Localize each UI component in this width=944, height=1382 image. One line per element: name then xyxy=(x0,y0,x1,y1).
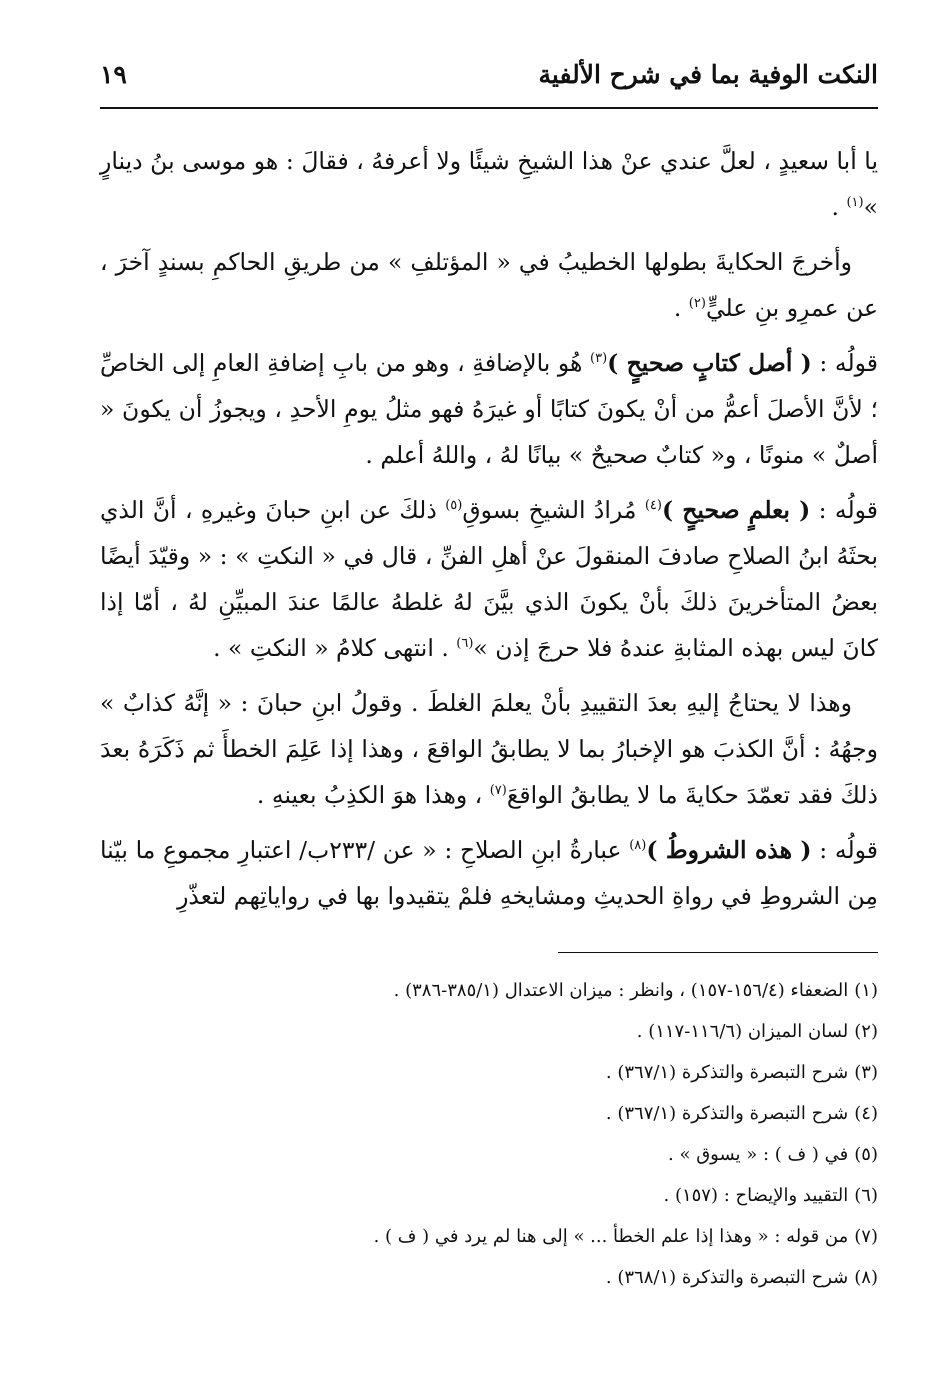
page-header xyxy=(100,58,878,104)
footnote-1 xyxy=(100,970,878,1011)
footnote-2 xyxy=(100,1011,878,1052)
footnote-number: (٥) xyxy=(854,1144,878,1165)
paragraph-2-tail: . xyxy=(673,294,689,322)
footnote-text: التقييد والإيضاح : (١٥٧) . xyxy=(663,1185,849,1206)
footnote-number: (٢) xyxy=(854,1021,878,1042)
paragraph-4-text-3: . انتهى كلامُ « النكتِ » . xyxy=(213,634,457,662)
footnote-text: الضعفاء (١٥٦/٤-١٥٧) ، وانظر : ميزان الاعتدال (٣٨٥/١-٣٨٦) . xyxy=(393,980,849,1001)
footnote-4 xyxy=(100,1093,878,1134)
footnotes-list xyxy=(100,970,878,1298)
footnote-number: (٧) xyxy=(854,1226,878,1247)
header-divider xyxy=(100,107,878,109)
paragraph-6-text: عبارةُ ابنِ الصلاحِ : « عن /٢٣٣ب/ اعتبارِ مجموعِ ما بيّنا مِن الشروطِ في رواةِ الحديثِ ومشايخهِ فلمْ يتقيدوا بها في رواياتِهم لتعذّرِ xyxy=(100,836,878,910)
footnote-number: (٦) xyxy=(854,1185,878,1206)
footnote-text: في ( ف ) : « يسوق » . xyxy=(668,1144,849,1165)
page-number: ١٩ xyxy=(100,60,127,89)
footnote-8 xyxy=(100,1257,878,1298)
footnote-text: لسان الميزان (١١٦/٦-١١٧) . xyxy=(636,1021,849,1042)
footnote-number: (٨) xyxy=(854,1267,878,1288)
paragraph-5-text-2: ، وهذا هوَ الكذِبُ بعينهِ . xyxy=(256,781,490,809)
running-title: النكت الوفية بما في شرح الألفية xyxy=(538,60,878,89)
paragraph-2-text: وأخرجَ الحكايةَ بطولها الخطيبُ في « المؤتلفِ » من طريقِ الحاكمِ بسندٍ آخرَ ، عن عمرِو بنِ عليٍّ xyxy=(100,248,878,322)
main-text xyxy=(100,138,878,928)
paragraph-1-text: يا أبا سعيدٍ ، لعلَّ عندي عنْ هذا الشيخِ شيئًا ولا أعرفهُ ، فقالَ : هو موسى بنُ دينارٍ » xyxy=(100,147,878,221)
paragraph-2 xyxy=(100,239,878,331)
paragraph-4-text-1: مُرادُ الشيخِ بسوقِ xyxy=(462,496,645,524)
paragraph-3-quote: ( أصل كتابٍ صحيحٍ ) xyxy=(607,349,812,377)
paragraph-5-text-1: وهذا لا يحتاجُ إليهِ بعدَ التقييدِ بأنْ يعلمَ الغلطَ . وقولُ ابنِ حبانَ : « إنَّهُ كذابٌ » وجهُهُ : أنَّ الكذبَ هو الإخبارُ بما لا يطابقُ الواقعَ ، وهذا إذا عَلِمَ الخطأَ ثم ذَكَرَهُ بعدَ ذلكَ فقد تعمّدَ حكايةَ ما لا يطابقُ الواقعَ xyxy=(100,689,878,809)
footnote-ref-5[interactable]: (٥) xyxy=(445,498,463,514)
footnote-5 xyxy=(100,1134,878,1175)
footnote-ref-4[interactable]: (٤) xyxy=(644,498,662,514)
paragraph-6-lead: قولُه : xyxy=(811,836,878,864)
footnote-number: (٣) xyxy=(854,1062,878,1083)
footnote-text: شرح التبصرة والتذكرة (٣٦٨/١) . xyxy=(605,1267,849,1288)
paragraph-1 xyxy=(100,138,878,230)
footnote-text: شرح التبصرة والتذكرة (٣٦٧/١) . xyxy=(605,1062,849,1083)
footnote-7 xyxy=(100,1216,878,1257)
footnote-ref-1[interactable]: (١) xyxy=(846,195,864,211)
footnote-number: (٤) xyxy=(854,1103,878,1124)
paragraph-4-quote: ( بعلمٍ صحيحٍ ) xyxy=(661,496,811,524)
paragraph-4-lead: قولُه : xyxy=(810,496,879,524)
footnote-text: من قوله : « وهذا إذا علم الخطأ ... » إلى هنا لم يرد في ( ف ) . xyxy=(373,1226,849,1247)
paragraph-6 xyxy=(100,827,878,919)
footnote-ref-3[interactable]: (٣) xyxy=(590,351,608,367)
footnote-ref-2[interactable]: (٢) xyxy=(688,296,706,312)
paragraph-3-text: هُو بالإضافةِ ، وهو من بابِ إضافةِ العامِ إلى الخاصِّ ؛ لأنَّ الأصلَ أعمُّ من أنْ يكونَ كتابًا أو غيرَهُ فهو مثلُ يومِ الأحدِ ، ويجوزُ أن يكونَ « أصلٌ » منونًا ، و« كتابٌ صحيحٌ » بيانًا لهُ ، واللهُ أعلم . xyxy=(100,349,878,469)
footnote-ref-6[interactable]: (٦) xyxy=(456,636,474,652)
paragraph-4-text-2: ذلكَ عن ابنِ حبانَ وغيرهِ ، أنَّ الذي بحثَهُ ابنُ الصلاحِ صادفَ المنقولَ عنْ أهلِ الفنِّ ، قال في « النكتِ » : « وقيّدَ أيضًا بعضُ المتأخرينَ ذلكَ بأنْ يكونَ الذي بيَّنَ لهُ غلطهُ عالمًا عندَ المبيِّنِ لهُ ، أمّا إذا كانَ ليس بهذه المثابةِ عندهُ فلا حرجَ إذن » xyxy=(100,496,878,662)
footnote-divider xyxy=(558,952,878,953)
paragraph-3 xyxy=(100,340,878,478)
paragraph-4 xyxy=(100,487,878,671)
paragraph-6-quote: ( هذه الشروطُ ) xyxy=(646,836,812,864)
paragraph-1-tail: . xyxy=(831,193,847,221)
footnote-number: (١) xyxy=(854,980,878,1001)
footnote-ref-7[interactable]: (٧) xyxy=(489,783,507,799)
footnote-text: شرح التبصرة والتذكرة (٣٦٧/١) . xyxy=(605,1103,849,1124)
footnote-3 xyxy=(100,1052,878,1093)
footnote-ref-8[interactable]: (٨) xyxy=(629,838,647,854)
paragraph-5 xyxy=(100,680,878,818)
paragraph-3-lead: قولُه : xyxy=(811,349,878,377)
footnote-6 xyxy=(100,1175,878,1216)
